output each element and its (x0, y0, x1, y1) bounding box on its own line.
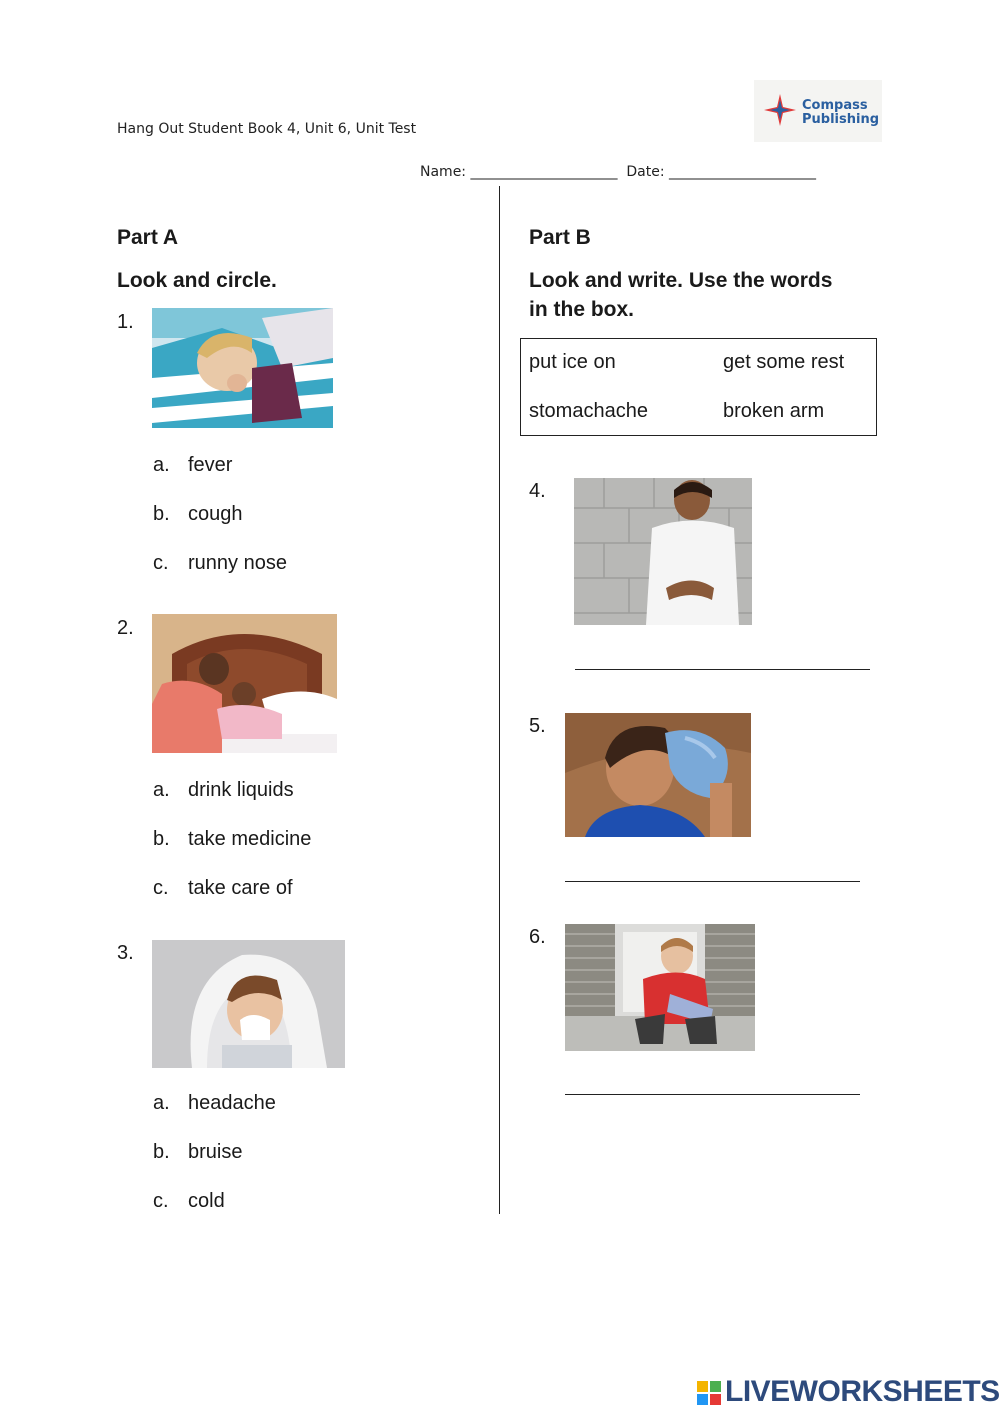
option-2b[interactable] (153, 828, 311, 851)
option-letter: c. (153, 1190, 169, 1212)
photo-boy-with-stomachache (574, 478, 752, 625)
photo-mother-caring-for-child (152, 614, 337, 753)
publisher-name-line1: Compass (802, 98, 868, 113)
part-b-title: Part B (529, 226, 591, 249)
option-3b[interactable] (153, 1141, 242, 1164)
option-text: runny nose (188, 552, 287, 574)
answer-line-4[interactable] (575, 654, 870, 675)
option-text: fever (188, 454, 233, 476)
option-letter: a. (153, 779, 170, 801)
option-2c[interactable] (153, 877, 293, 900)
liveworksheets-brand-text: LIVEWORKSHEETS (725, 1375, 1000, 1408)
question-number: 4. (529, 480, 546, 502)
option-letter: c. (153, 877, 169, 899)
option-1a[interactable] (153, 454, 232, 477)
option-text: take medicine (188, 828, 312, 850)
option-text: bruise (188, 1141, 243, 1163)
question-number: 3. (117, 942, 134, 964)
word-box (520, 338, 877, 436)
option-letter: b. (153, 503, 170, 525)
part-a-instruction: Look and circle. (117, 269, 277, 292)
option-letter: a. (153, 454, 170, 476)
answer-line-6[interactable] (565, 1079, 860, 1100)
option-letter: b. (153, 828, 170, 850)
compass-publishing-logo (754, 80, 882, 142)
name-date-line: Name: _____________________ Date: _____________________ (420, 164, 816, 180)
option-text: take care of (188, 877, 293, 899)
photo-boy-blowing-nose-in-blanket (152, 940, 345, 1068)
column-divider (499, 186, 500, 1214)
part-b-instruction (529, 266, 832, 324)
option-letter: a. (153, 1092, 170, 1114)
option-3c[interactable] (153, 1190, 225, 1213)
word-box-item: broken arm (723, 400, 825, 422)
worksheet-title: Hang Out Student Book 4, Unit 6, Unit Test (117, 121, 417, 137)
photo-girl-coughing-in-bed (152, 308, 333, 428)
question-number: 2. (117, 617, 134, 639)
liveworksheets-blocks-icon (697, 1381, 721, 1405)
publisher-name-line2: Publishing (802, 112, 880, 127)
option-3a[interactable] (153, 1092, 276, 1115)
option-letter: c. (153, 552, 169, 574)
compass-star-icon (762, 92, 798, 128)
photo-boy-with-ice-pack (565, 713, 751, 837)
instruction-line: in the box. (529, 298, 634, 321)
option-text: cold (188, 1190, 225, 1212)
option-text: drink liquids (188, 779, 294, 801)
question-number: 1. (117, 311, 134, 333)
answer-line-5[interactable] (565, 866, 860, 887)
question-number: 6. (529, 926, 546, 948)
option-1c[interactable] (153, 552, 287, 575)
option-text: cough (188, 503, 243, 525)
part-a-title: Part A (117, 226, 179, 249)
instruction-line: Look and write. Use the words (529, 269, 833, 292)
option-1b[interactable] (153, 503, 243, 526)
photo-boy-with-broken-arm (565, 924, 755, 1051)
option-2a[interactable] (153, 779, 294, 802)
option-letter: b. (153, 1141, 170, 1163)
word-box-item: stomachache (529, 400, 648, 422)
word-box-item: get some rest (723, 351, 845, 373)
question-number: 5. (529, 715, 546, 737)
word-box-item: put ice on (529, 351, 616, 373)
option-text: headache (188, 1092, 276, 1114)
